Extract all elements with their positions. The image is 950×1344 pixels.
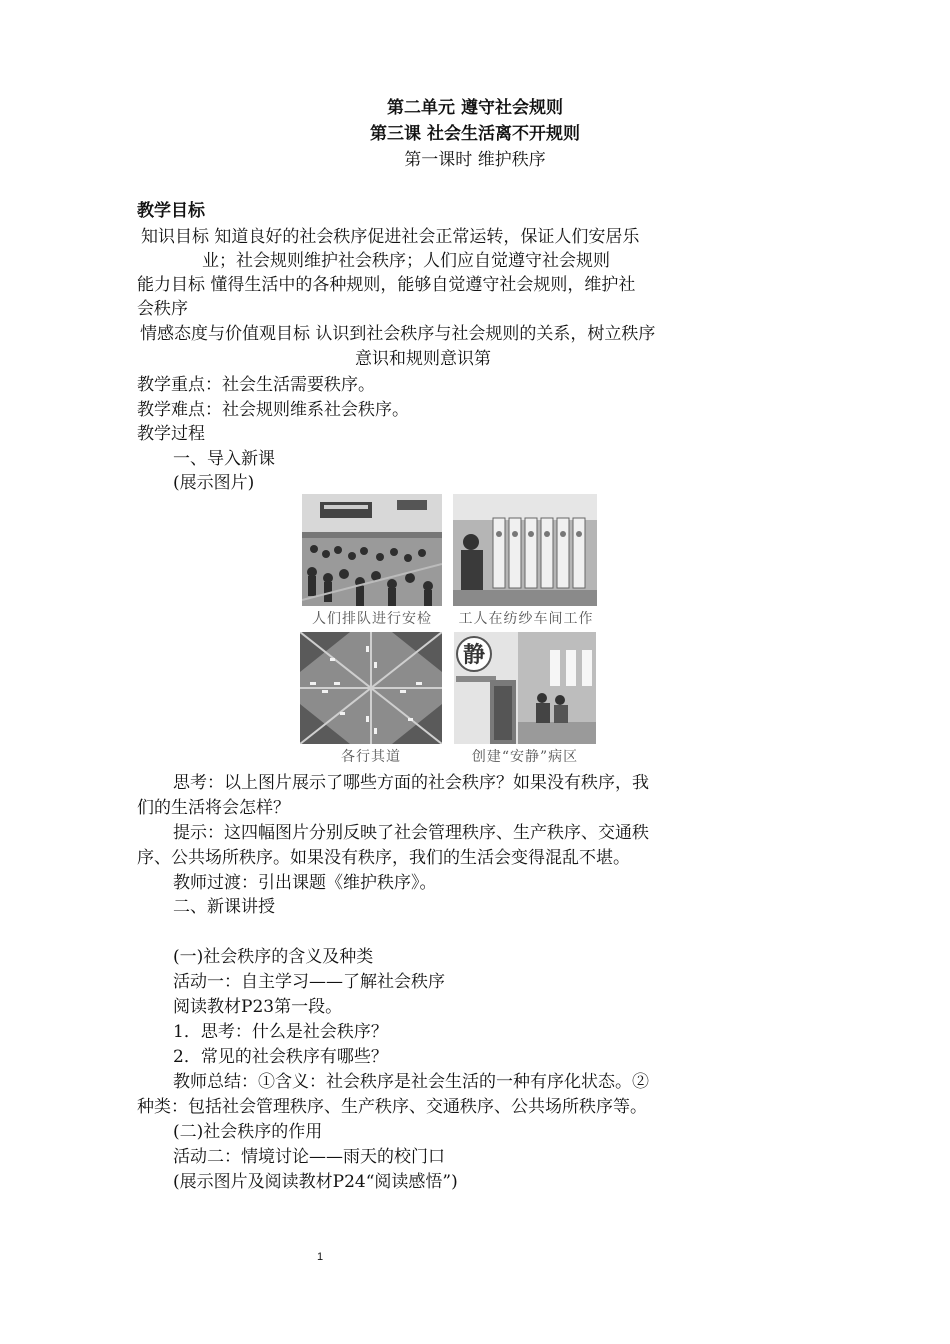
caption-security-queue: 人们排队进行安检 bbox=[312, 611, 432, 627]
page-number: 1 bbox=[316, 1251, 324, 1263]
unit-title: 第二单元 遵守社会规则 bbox=[387, 98, 563, 118]
textile-workshop-photo bbox=[453, 494, 597, 606]
knowledge-objective-line1: 知识目标 知道良好的社会秩序促进社会正常运转，保证人们安居乐 bbox=[141, 227, 640, 247]
activity2: 活动二：情境讨论——雨天的校门口 bbox=[173, 1147, 445, 1167]
show-pictures: (展示图片) bbox=[173, 473, 255, 493]
security-queue-photo bbox=[302, 494, 442, 606]
hint-line2: 序、公共场所秩序。如果没有秩序，我们的生活会变得混乱不堪。 bbox=[137, 848, 630, 868]
process-heading: 教学过程 bbox=[137, 424, 205, 444]
ability-objective-line2: 会秩序 bbox=[137, 299, 188, 319]
summary-line2: 种类：包括社会管理秩序、生产秩序、交通秩序、公共场所秩序等。 bbox=[137, 1097, 647, 1117]
think-line1: 思考：以上图片展示了哪些方面的社会秩序？如果没有秩序，我 bbox=[173, 773, 649, 793]
emotion-objective-line1: 情感态度与价值观目标 认识到社会秩序与社会规则的关系，树立秩序 bbox=[140, 324, 656, 344]
quiet-ward-photo bbox=[454, 632, 596, 744]
teacher-transition: 教师过渡：引出课题《维护秩序》。 bbox=[173, 873, 437, 893]
quiet-sign-text: 静 bbox=[462, 643, 486, 668]
section1-title: (一)社会秩序的含义及种类 bbox=[173, 947, 374, 967]
caption-traffic-intersection: 各行其道 bbox=[341, 749, 401, 765]
think-line2: 们的生活将会怎样？ bbox=[137, 798, 290, 818]
key-point: 教学重点：社会生活需要秩序。 bbox=[137, 375, 375, 395]
caption-quiet-ward: 创建“安静”病区 bbox=[471, 749, 579, 765]
difficulty: 教学难点：社会规则维系社会秩序。 bbox=[137, 400, 409, 420]
activity1: 活动一：自主学习——了解社会秩序 bbox=[173, 972, 445, 992]
lesson-title: 第三课 社会生活离不开规则 bbox=[370, 124, 580, 144]
ability-objective-line1: 能力目标 懂得生活中的各种规则，能够自觉遵守社会规则，维护社 bbox=[137, 275, 636, 295]
summary-line1: 教师总结：①含义：社会秩序是社会生活的一种有序化状态。② bbox=[173, 1072, 649, 1092]
period-title: 第一课时 维护秩序 bbox=[404, 150, 546, 170]
new-lesson-title: 二、新课讲授 bbox=[173, 897, 275, 917]
intro-title: 一、导入新课 bbox=[173, 449, 275, 469]
hint-line1: 提示：这四幅图片分别反映了社会管理秩序、生产秩序、交通秩 bbox=[173, 823, 649, 843]
reading1: 阅读教材P23第一段。 bbox=[173, 997, 343, 1017]
objectives-heading: 教学目标 bbox=[137, 201, 205, 221]
section2-title: (二)社会秩序的作用 bbox=[173, 1122, 323, 1142]
show-pictures2: (展示图片及阅读教材P24“阅读感悟”) bbox=[173, 1172, 458, 1192]
question1: 1．思考：什么是社会秩序？ bbox=[173, 1022, 388, 1042]
caption-textile-workshop: 工人在纺纱车间工作 bbox=[458, 611, 594, 627]
traffic-intersection-photo bbox=[300, 632, 442, 744]
question2: 2．常见的社会秩序有哪些？ bbox=[173, 1047, 388, 1067]
emotion-objective-line2: 意识和规则意识第 bbox=[355, 349, 491, 369]
knowledge-objective-line2: 业；社会规则维护社会秩序；人们应自觉遵守社会规则 bbox=[202, 251, 610, 271]
